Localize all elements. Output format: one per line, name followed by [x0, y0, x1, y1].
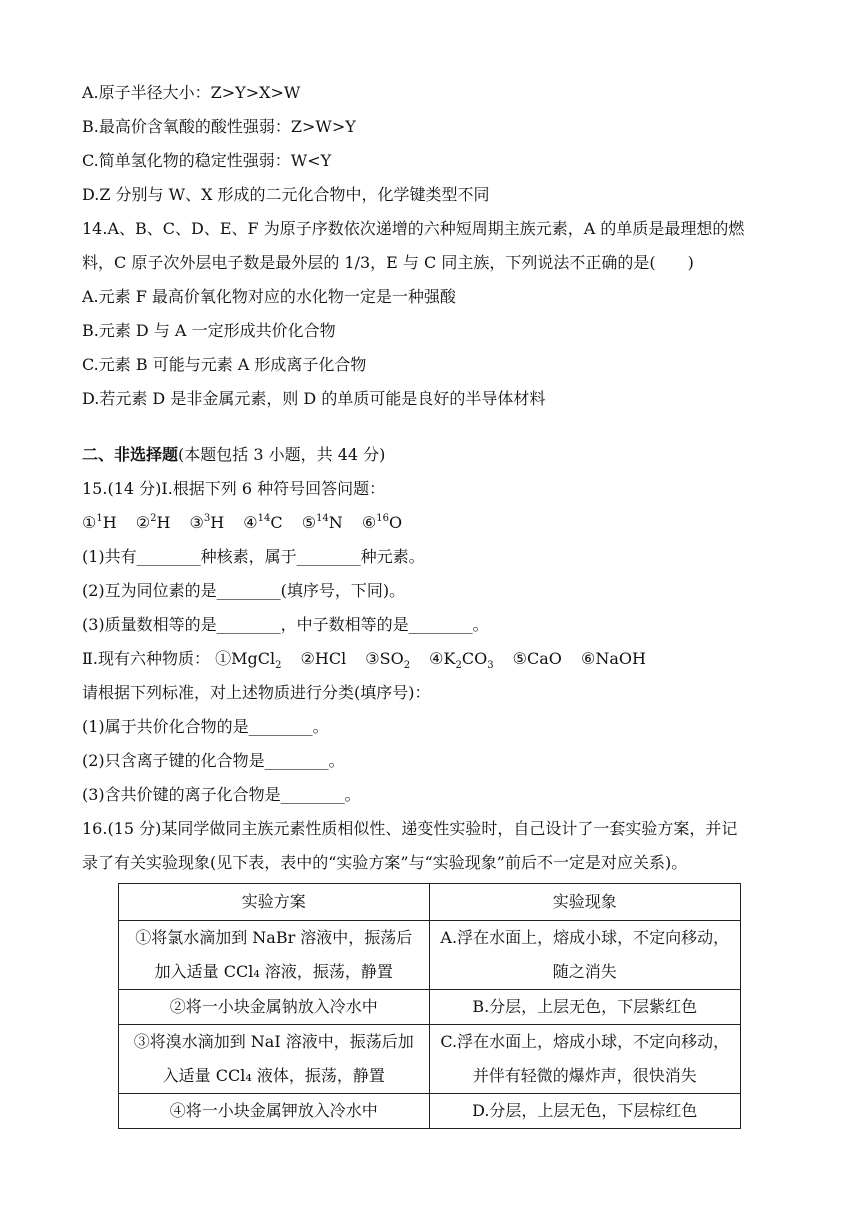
q13-option-c: C.简单氢化物的稳定性强弱：W<Y	[82, 151, 332, 170]
q13-option-b: B.最高价含氧酸的酸性强弱：Z>W>Y	[82, 117, 356, 136]
q15-part1-q2: (2)互为同位素的是________(填序号，下同)。	[82, 581, 406, 600]
plan-cell: ②将一小块金属钠放入冷水中	[119, 990, 430, 1025]
section-title: 二、非选择题	[82, 445, 179, 464]
substance-item: $③SO_2$	[365, 649, 411, 671]
symbol-item: ②$^2$H	[135, 513, 171, 532]
q14-option-c: C.元素 B 可能与元素 A 形成离子化合物	[82, 355, 367, 374]
q15-part1-q1: (1)共有________种核素，属于________种元素。	[82, 547, 425, 566]
q13-option-d: D.Z 分别与 W、X 形成的二元化合物中，化学键类型不同	[82, 185, 490, 204]
q15-part2-q3: (3)含共价键的离子化合物是________。	[82, 785, 361, 804]
experiment-table	[118, 883, 741, 1129]
table-row	[119, 921, 741, 990]
q15-part2-q2: (2)只含离子键的化合物是________。	[82, 751, 345, 770]
plan-cell: ④将一小块金属钾放入冷水中	[119, 1094, 430, 1129]
result-cell: C.浮在水面上，熔成小球，不定向移动， 并伴有轻微的爆炸声，很快消失	[429, 1025, 741, 1094]
symbol-item: ④$^{14}$C	[243, 513, 283, 532]
section-note: (本题包括 3 小题，共 44 分)	[178, 445, 386, 464]
spacer	[82, 416, 782, 438]
substance-item: ⑤CaO	[512, 649, 562, 668]
substance-item: ⑥NaOH	[581, 649, 646, 668]
symbol-item: ③$^3$H	[189, 513, 225, 532]
q15-part1-q3: (3)质量数相等的是________，中子数相等的是________。	[82, 615, 489, 634]
table-row	[119, 990, 741, 1025]
symbol-item: ⑤$^{14}$N	[301, 513, 343, 532]
result-cell: B.分层，上层无色，下层紫红色	[429, 990, 741, 1025]
result-cell: D.分层，上层无色，下层棕红色	[429, 1094, 741, 1129]
q16-stem-line2: 录了有关实验现象(见下表，表中的“实验方案”与“实验现象”前后不一定是对应关系)。	[82, 853, 688, 872]
substance-item: ②HCl	[300, 649, 347, 668]
result-cell: A.浮在水面上，熔成小球，不定向移动， 随之消失	[429, 921, 741, 990]
plan-cell: ①将氯水滴加到 NaBr 溶液中，振荡后 加入适量 CCl₄ 溶液，振荡，静置	[119, 921, 430, 990]
q15-part2-instruction: 请根据下列标准，对上述物质进行分类(填序号)：	[82, 683, 431, 702]
table-row	[119, 1025, 741, 1094]
plan-cell: ③将溴水滴加到 NaI 溶液中，振荡后加 入适量 CCl₄ 液体，振荡，静置	[119, 1025, 430, 1094]
q14-stem-line2: 料，C 原子次外层电子数是最外层的 1/3，E 与 C 同主族，下列说法不正确的是( )	[82, 253, 694, 272]
q14-stem-line1: 14.A、B、C、D、E、F 为原子序数依次递增的六种短周期主族元素，A 的单质是最理想的燃	[82, 219, 745, 238]
q14-option-a: A.元素 F 最高价氧化物对应的水化物一定是一种强酸	[82, 287, 456, 306]
section-heading	[82, 438, 782, 472]
part2-intro: Ⅱ.现有六种物质：	[82, 649, 210, 668]
q15-stem: 15.(14 分)Ⅰ.根据下列 6 种符号回答问题：	[82, 479, 386, 498]
q15-part2-q1: (1)属于共价化合物的是________。	[82, 717, 329, 736]
header-plan: 实验方案	[119, 884, 430, 921]
q14-option-b: B.元素 D 与 A 一定形成共价化合物	[82, 321, 336, 340]
q13-option-a: A.原子半径大小：Z>Y>X>W	[82, 83, 301, 102]
substance-item: ①MgCl$_2$	[215, 649, 282, 671]
q16-stem-line1: 16.(15 分)某同学做同主族元素性质相似性、递变性实验时，自己设计了一套实验方案，并记	[82, 819, 738, 838]
header-result: 实验现象	[429, 884, 741, 921]
q15-substance-list	[82, 642, 782, 676]
symbol-item: ①$^1$H	[82, 513, 117, 532]
table-row	[119, 1094, 741, 1129]
q15-symbol-list	[82, 506, 782, 540]
symbol-item: ⑥$^{16}$O	[361, 513, 403, 532]
q14-option-d: D.若元素 D 是非金属元素，则 D 的单质可能是良好的半导体材料	[82, 389, 546, 408]
substance-item: $④K_2CO_3$	[429, 649, 494, 671]
table-header-row	[119, 884, 741, 921]
